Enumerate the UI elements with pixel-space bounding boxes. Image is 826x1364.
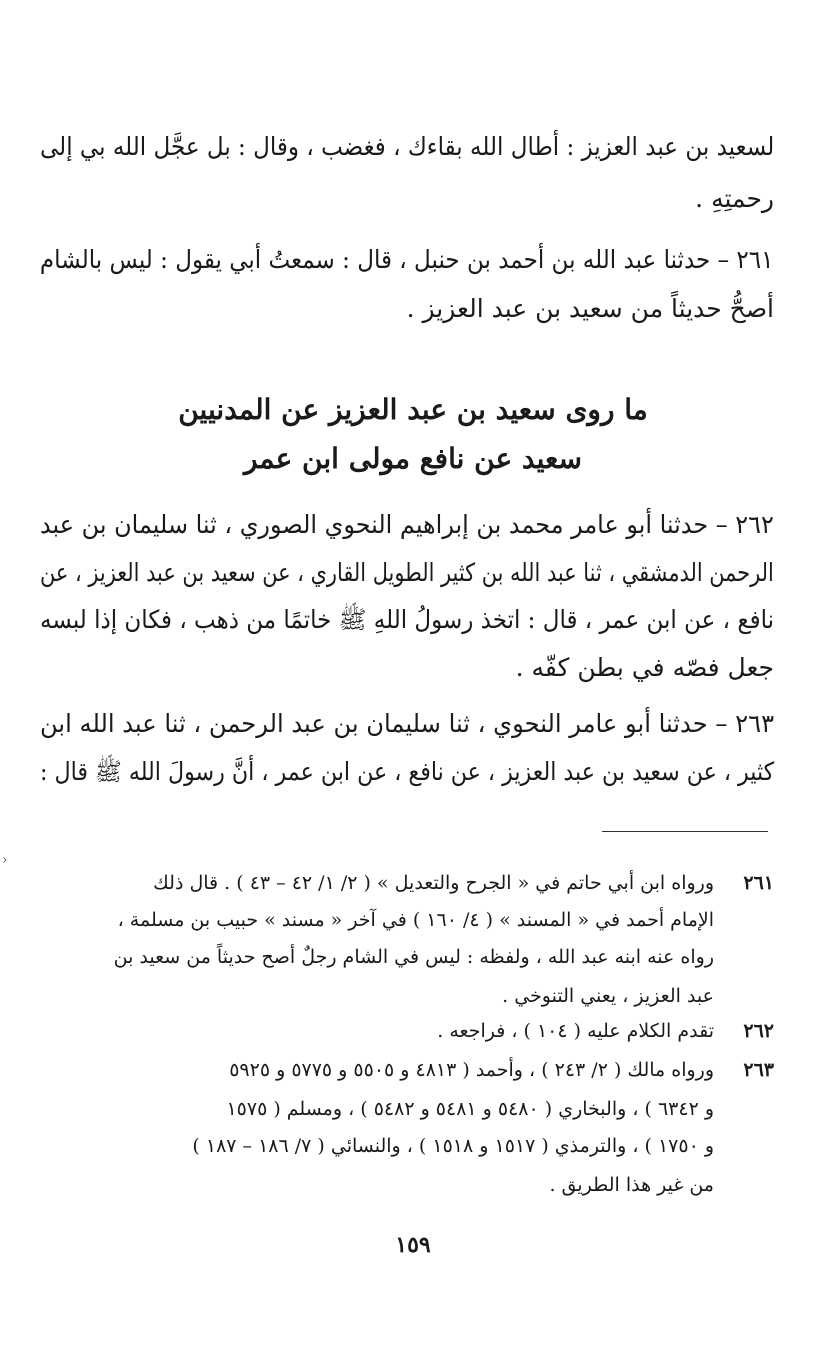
subsection-title: سعيد عن نافع مولى ابن عمر xyxy=(243,442,583,475)
text-line: نافع ، عن ابن عمر ، قال : اتخذ رسولُ اللهِ ﷺ خاتمًا من ذهب ، فكان إذا لبسه xyxy=(39,605,774,634)
text-line: جعل فصّه في بطن كفّه . xyxy=(515,653,774,682)
text-line: أصحُّ حديثاً من سعيد بن عبد العزيز . xyxy=(406,294,774,323)
footnote-line: عبد العزيز ، يعني التنوخي . xyxy=(502,985,714,1007)
text-line: ٢٦٣ – حدثنا أبو عامر النحوي ، ثنا سليمان بن عبد الرحمن ، ثنا عبد الله ابن xyxy=(39,709,774,738)
footnote-number: ٢٦٢ xyxy=(743,1020,774,1042)
text-line: رحمتِهِ . xyxy=(695,184,774,213)
text-line: كثير ، عن سعيد بن عبد العزيز ، عن نافع ، عن ابن عمر ، أنَّ رسولَ الله ﷺ قال : xyxy=(39,757,774,786)
footnote-line: و ٦٣٤٢ ) ، والبخاري ( ٥٤٨٠ و ٥٤٨١ و ٥٤٨٢ ) ، ومسلم ( ١٥٧٥ xyxy=(226,1098,714,1120)
footnote-number: ٢٦٣ xyxy=(743,1059,774,1081)
footnote-line: ورواه مالك ( ٢/ ٢٤٣ ) ، وأحمد ( ٤٨١٣ و ٥٥٠٥ و ٥٧٧٥ و ٥٩٢٥ xyxy=(229,1059,714,1081)
footnote-line: الإمام أحمد في « المسند » ( ٤/ ١٦٠ ) في آخر « مسند » حبيب بن مسلمة ، xyxy=(117,909,714,931)
footnote-line: و ١٧٥٠ ) ، والترمذي ( ١٥١٧ و ١٥١٨ ) ، والنسائي ( ٧/ ١٨٦ – ١٨٧ ) xyxy=(192,1135,714,1157)
footnote-line: من غير هذا الطريق . xyxy=(549,1174,714,1196)
section-title: ما روى سعيد بن عبد العزيز عن المدنيين xyxy=(178,393,648,426)
footnote-line: تقدم الكلام عليه ( ١٠٤ ) ، فراجعه . xyxy=(437,1020,714,1042)
footnote-line: ورواه ابن أبي حاتم في « الجرح والتعديل » ( ٢/ ١/ ٤٢ – ٤٣ ) . قال ذلك xyxy=(153,872,714,894)
footnote-number: ٢٦١ xyxy=(743,872,774,894)
footnote-line: رواه عنه ابنه عبد الله ، ولفظه : ليس في الشام رجلٌ أصح حديثاً من سعيد بن xyxy=(113,946,714,968)
margin-mark: › xyxy=(2,852,8,868)
page-number: ١٥٩ xyxy=(395,1232,431,1258)
text-line: ٢٦٢ – حدثنا أبو عامر محمد بن إبراهيم النحوي الصوري ، ثنا سليمان بن عبد xyxy=(40,510,774,539)
text-line: لسعيد بن عبد العزيز : أطال الله بقاءك ، فغضب ، وقال : بل عجَّل الله بي إلى xyxy=(39,132,774,161)
footnote-separator xyxy=(602,831,768,832)
text-line: ٢٦١ – حدثنا عبد الله بن أحمد بن حنبل ، قال : سمعتُ أبي يقول : ليس بالشام xyxy=(40,245,774,274)
text-line: الرحمن الدمشقي ، ثنا عبد الله بن كثير الطويل القاري ، عن سعيد بن عبد العزيز ، عن xyxy=(40,558,774,587)
